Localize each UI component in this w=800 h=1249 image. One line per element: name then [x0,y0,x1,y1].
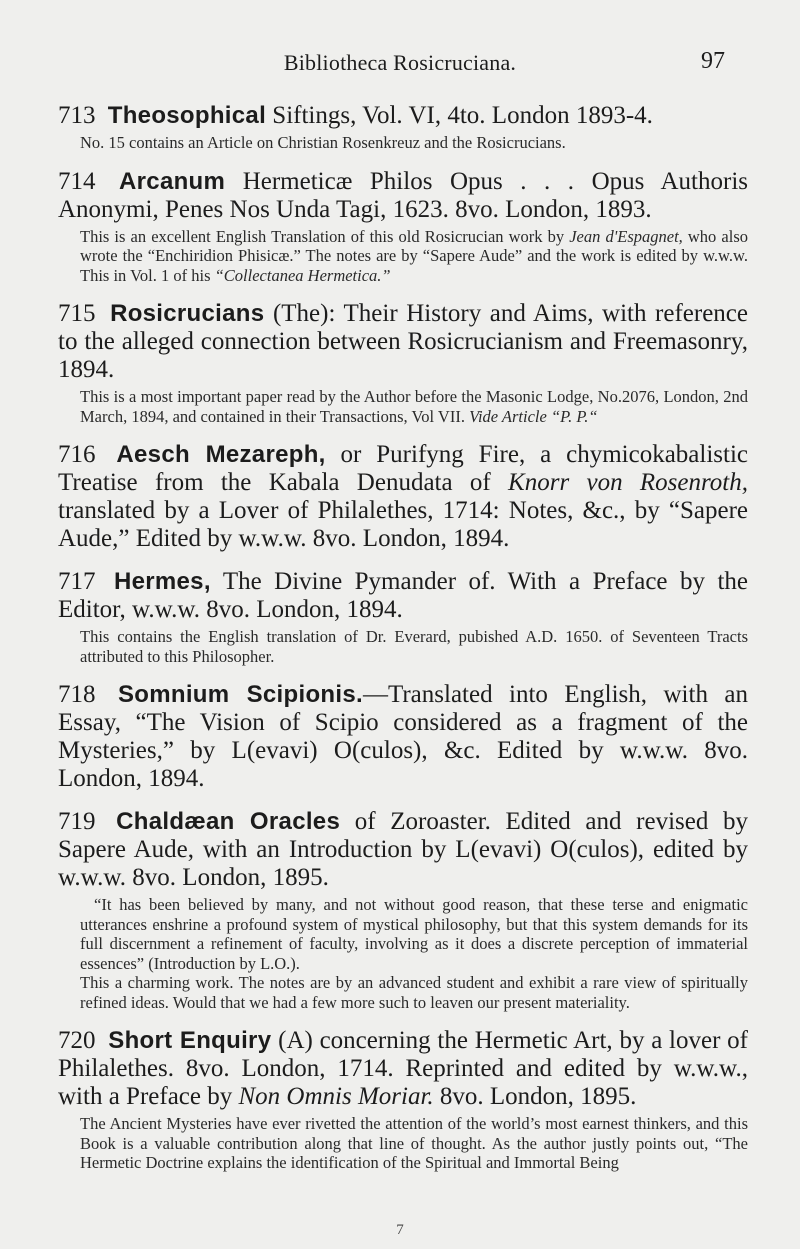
entry-keyword: Aesch Mezareph, [116,441,326,468]
entry-717 [58,568,748,666]
entry-number: 713 [58,102,96,129]
entry-author: Non Omnis Moriar. [238,1083,434,1110]
entry-number: 720 [58,1027,96,1054]
entry-keyword: Somnium Scipionis. [117,681,363,708]
entry-author: Knorr von Rosenroth, [508,469,748,496]
entry-number: 716 [58,441,96,468]
note-author: Jean d'Espagnet, [569,226,683,246]
entry-note: The Ancient Mysteries have ever rivetted the attention of the world’s most earnest thinkers, and this Book is a valuable contribution along that line of thought. As the author justly points out, “The Hermetic Doctrine explains the identification of the Spiritual and Immortal Being [80,1114,748,1172]
note-text: This is an excellent English Translation of this old Rosicrucian work by [80,226,570,246]
entry-note: This contains the English translation of Dr. Everard, pubished A.D. 1650. of Seventeen Tracts attributed to this Philosopher. [80,627,748,666]
entry-title: Siftings, Vol. VI, 4to. London 1893-4. [272,102,653,129]
catalogue-entries [58,102,748,1188]
entry-title: (A) concerning the Hermetic Art, by a lover of Philalethes. 8vo. London, 1714. Reprinted and edited by w.w.w., with a Preface by [58,1027,749,1110]
signature-mark: 7 [396,1222,404,1238]
entry-note [80,227,748,286]
entry-714 [58,168,748,286]
entry-title: of Zoroaster. Edited and revised by Sapere Aude, with an Introduction by L(evavi) O(culos), edited by w.w.w. 8vo. London, 1895. [58,808,749,891]
entry-number: 715 [58,300,96,327]
entry-keyword: Arcanum [119,167,226,195]
entry-number: 714 [58,167,96,195]
entry-number: 717 [58,568,96,595]
entry-title: —Translated into English, with an Essay, “The Vision of Scipio considered as a fragment of the Mysteries,” by L(evavi) O(culos), &c. Edited by w.w.w. 8vo. London, 1894. [58,681,749,792]
entry-title: (The): Their History and Aims, with reference to the alleged connection between Rosicrucianism and Freemasonry, 1894. [58,300,748,383]
entry-keyword: Rosicrucians [110,300,265,327]
running-head: Bibliotheca Rosicruciana. [283,50,517,75]
entry-quote: “It has been believed by many, and not without good reason, that these terse and enigmatic utterances enshrine a profound system of mystical philosophy, but that this system demands for its full discernment a refinement of faculty, involving as it does a discrete perception of immaterial essences” (Introduction by L.O.). [80,895,748,973]
entry-716 [58,441,748,553]
entry-715 [58,300,748,426]
entry-title: translated by a Lover of Philalethes, 1714: Notes, &c., by “Sapere Aude,” Edited by w.w.w. 8vo. London, 1894. [58,497,748,552]
entry-keyword: Theosophical [107,102,267,129]
entry-718 [58,681,748,793]
entry-719 [58,808,748,1012]
entry-keyword: Short Enquiry [108,1027,272,1054]
note-reference: Vide Article “P. P.“ [469,406,598,426]
entry-keyword: Chaldæan Oracles [116,808,341,835]
entry-title: 8vo. London, 1895. [433,1083,637,1110]
note-series-title: “Collectanea Hermetica.” [214,265,391,285]
entry-title: Hermeticæ Philos Opus . . . Opus Authoris Anonymi, Penes Nos Unda Tagi, 1623. 8vo. London, 1893. [58,167,749,223]
note-text: who also wrote the “Enchiridion Phisicæ.” The notes are by “Sapere Aude” and the work is edited by w.w.w. This in Vol. 1 of his [80,226,748,285]
entry-number: 718 [58,681,96,708]
page-number: 97 [701,48,725,74]
entry-keyword: Hermes, [113,568,211,595]
entry-720 [58,1027,748,1173]
entry-note: This a charming work. The notes are by an advanced student and exhibit a rare view of spiritually refined ideas. Would that we had a few more such to leaven our present materiality. [80,973,748,1012]
note-text: This is a most important paper read by the Author before the Masonic Lodge, No.2076, London, 2nd March, 1894, and contained in their Transactions, Vol VII. [80,387,748,426]
entry-number: 719 [58,808,96,835]
entry-title: or Purifyng Fire, a chymicokabalistic Treatise from the Kabala Denudata of [58,441,748,496]
entry-note [80,387,748,426]
entry-note: No. 15 contains an Article on Christian Rosenkreuz and the Rosicrucians. [80,133,566,152]
entry-713 [58,102,748,153]
entry-title: The Divine Pymander of. With a Preface by the Editor, w.w.w. 8vo. London, 1894. [58,568,748,623]
